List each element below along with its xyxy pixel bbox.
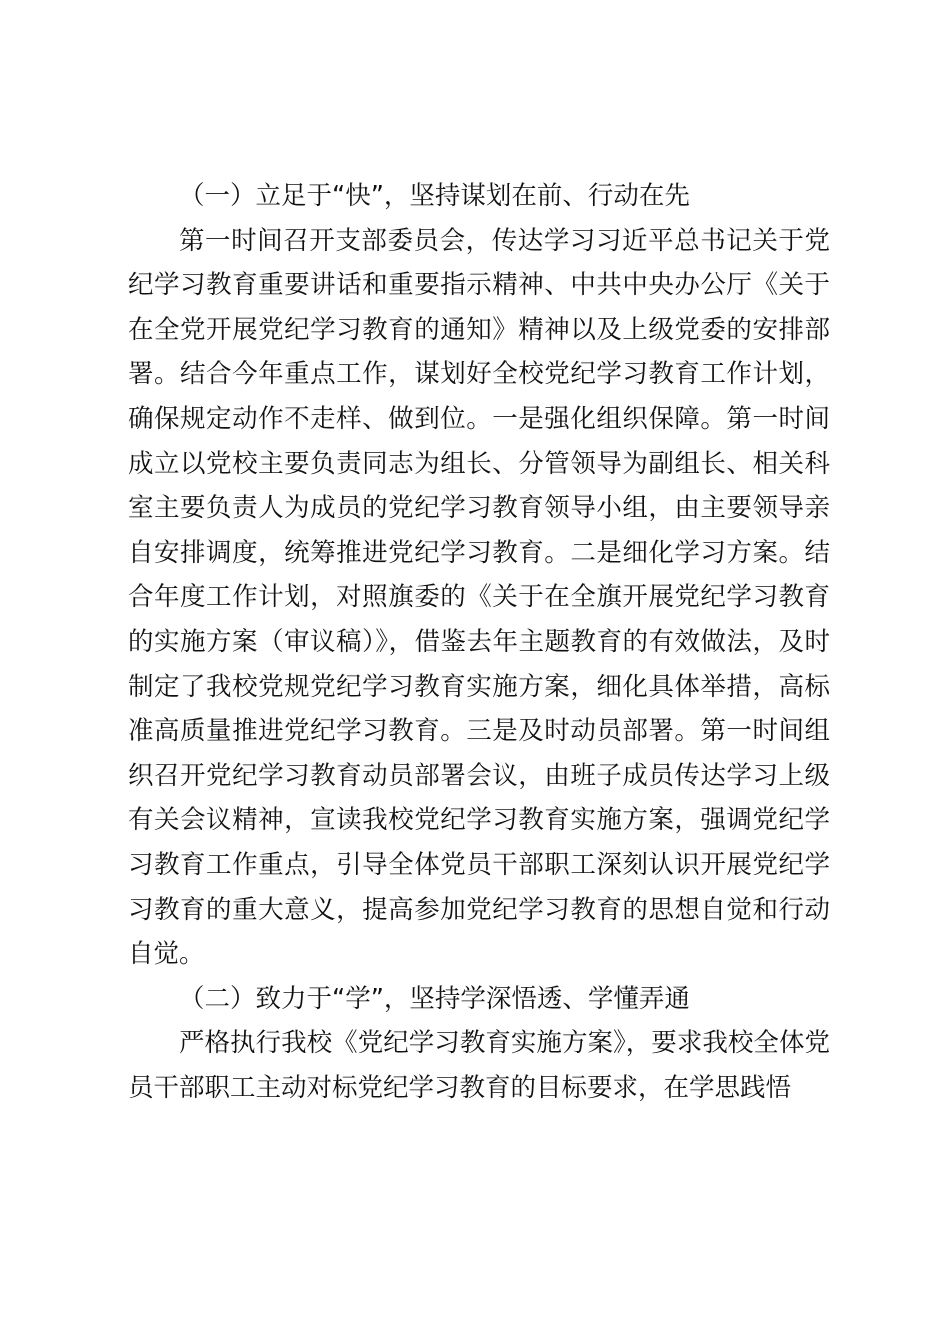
document-body (128, 174, 830, 1110)
section-heading-2: （二）致力于“学”，坚持学深悟透、学懂弄通 (179, 983, 690, 1014)
section-paragraph-2: 严格执行我校《党纪学习教育实施方案》，要求我校全体党员干部职工主动对标党纪学习教育的目标要求，在学思践悟 (128, 1028, 830, 1103)
section-paragraph-1: 第一时间召开支部委员会，传达学习习近平总书记关于党纪学习教育重要讲话和重要指示精神、中共中央办公厅《关于在全党开展党纪学习教育的通知》精神以及上级党委的安排部署。结合今年重点工作，谋划好全校党纪学习教育工作计划，确保规定动作不走样、做到位。一是强化组织保障。第一时间成立以党校主要负责同志为组长、分管领导为副组长、相关科室主要负责人为成员的党纪学习教育领导小组，由主要领导亲自安排调度，统筹推进党纪学习教育。二是细化学习方案。结合年度工作计划，对照旗委的《关于在全旗开展党纪学习教育的实施方案（审议稿）》，借鉴去年主题教育的有效做法，及时制定了我校党规党纪学习教育实施方案，细化具体举措，高标准高质量推进党纪学习教育。三是及时动员部署。第一时间组织召开党纪学习教育动员部署会议，由班子成员传达学习上级有关会议精神，宣读我校党纪学习教育实施方案，强调党纪学习教育工作重点，引导全体党员干部职工深刻认识开展党纪学习教育的重大意义，提高参加党纪学习教育的思想自觉和行动自觉。 (128, 225, 830, 970)
section-heading-1: （一）立足于“快”，坚持谋划在前、行动在先 (179, 181, 690, 211)
